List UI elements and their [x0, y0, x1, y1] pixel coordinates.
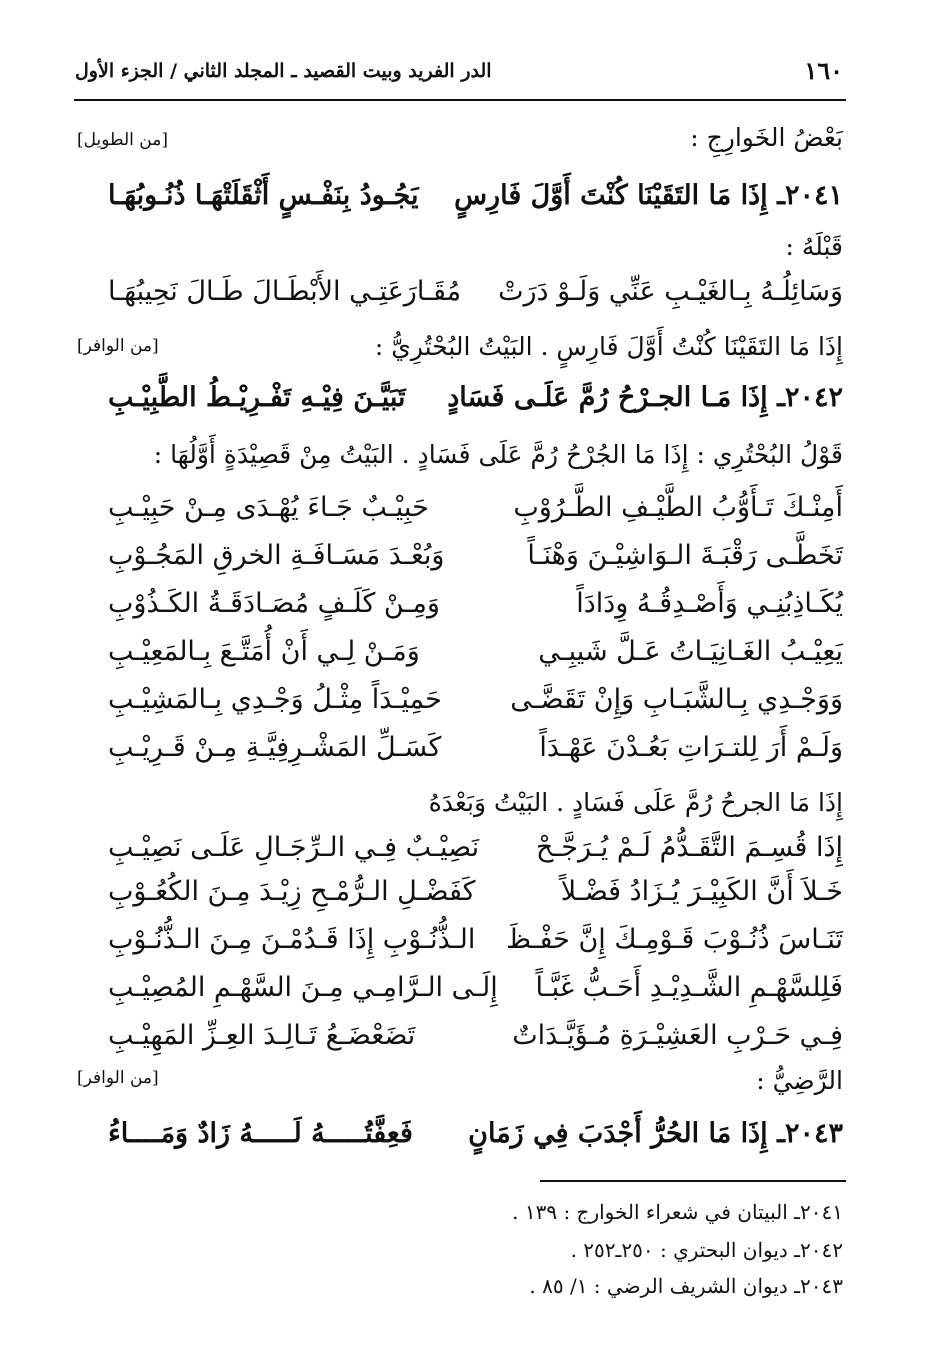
poem-verse-second-hemistich: إِلَـى الـرَّامِـي مِـنَ السَّهْـمِ المُصِيْـبِ: [108, 972, 498, 1003]
note-line-wabadahu: إِذَا مَا الجرحُ رُمَّ عَلَى فَسَادٍ . البَيْتُ وَبَعْدَهُ: [428, 788, 843, 817]
poem-verse-first-hemistich: فَلِلسَّهْـمِ الشَّـدِيْـدِ أَحَـبُّ غَبَّـاً: [535, 972, 843, 1003]
header-divider: [74, 99, 846, 101]
poem-verse-second-hemistich: حَمِيْـدَاً مِثْـلُ وَجْـدِي بِـالمَشِيْـبِ: [108, 684, 442, 715]
meter-label: [من الطويل]: [77, 130, 168, 150]
footnote-2042: ٢٠٤٢ـ ديوان البحتري : ٢٥٠ـ٢٥٢ .: [570, 1238, 843, 1262]
verse-2041-first-hemistich: ٢٠٤١ـ إِذَا مَا التَقَيْنَا كُنْتَ أَوَّلَ فَارِسٍ: [454, 180, 843, 211]
verse-2042-second-hemistich: تَبَيَّـنَ فِيْـهِ تَفْـرِيْـطُ الطَّبِيْـبِ: [108, 382, 406, 413]
poem-verse-first-hemistich: تَنَـاسَ ذُنُـوْبَ قَـوْمِـكَ إِنَّ حَفْـظَ: [505, 924, 843, 955]
poem-verse-first-hemistich: يَعِيْـبُ الغَـانِيَـاتُ عَـلَّ شَيبِـي: [538, 636, 843, 667]
footnote-2041: ٢٠٤١ـ البيتان في شعراء الخوارج : ١٣٩ .: [512, 1200, 843, 1224]
verse-2041-second-hemistich: يَجُـودُ بِنَفْـسٍ أَثْقَلَتْهَـا ذُنُـوبُهَـا: [108, 180, 419, 211]
poem-verse-first-hemistich: تَخَطَّـى رَقْبَـةَ الـوَاشِيْـنَ وَهْنَـاً: [527, 540, 843, 571]
poem-verse-first-hemistich: خَـلاَ أَنَّ الكَبِيْـرَ يُـزَادُ فَضْـلاً: [560, 876, 843, 907]
verse-2042-first-hemistich: ٢٠٤٢ـ إِذَا مَـا الجـرْحُ رُمَّ عَلَـى فَسَادٍ: [447, 382, 843, 413]
note-line-radi: الرَّضِيُّ :: [756, 1066, 843, 1095]
poem-verse-second-hemistich: تَضَعْضَـعُ تَـالِـدَ العِـزِّ المَهِيْـبِ: [108, 1020, 416, 1051]
verse-2043-first-hemistich: ٢٠٤٣ـ إِذَا مَا الحُرُّ أَجْدَبَ فِي زَمَانٍ: [468, 1118, 843, 1149]
poem-verse-second-hemistich: مُقَـارَعَتِـي الأَبْطَـالَ طَـالَ نَحِيبُهَـا: [108, 276, 462, 307]
poem-verse-second-hemistich: الـذُّنُـوْبِ إِذَا قَـدُمْـنَ مِـنَ الـذُّنُـوْبِ: [108, 924, 476, 955]
intro-line-khawarij: بَعْضُ الخَوارِجِ :: [690, 123, 843, 152]
note-line-qablahu: قَبْلَهُ :: [785, 232, 843, 261]
meter-label: [من الوافر]: [77, 336, 159, 356]
poem-verse-first-hemistich: فِـي حَـرْبِ العَشِيْـرَةِ مُـؤَيَّـدَاتٌ: [512, 1020, 843, 1051]
page-number: ١٦٠: [804, 56, 843, 85]
poem-verse-first-hemistich: إِذَا قُسِـمَ التَّقَـدُّمُ لَـمْ يُـرَجَّـحْ: [535, 832, 843, 863]
poem-verse-first-hemistich: أَمِنْـكَ تَـأَوُّبُ الطَّيْـفِ الطَّـرُوْبِ: [513, 492, 843, 523]
footnote-2043: ٢٠٤٣ـ ديوان الشريف الرضي : ١/ ٨٥ .: [529, 1274, 843, 1298]
running-header-title: الدر الفريد وبيت القصيد ـ المجلد الثاني / الجزء الأول: [75, 60, 492, 82]
meter-label: [من الوافر]: [77, 1068, 159, 1088]
footnote-divider: [540, 1180, 846, 1182]
poem-verse-second-hemistich: وَبُعْـدَ مَسَـافَـةِ الخرقِ المَجُـوْبِ: [108, 540, 445, 571]
poem-verse-first-hemistich: وَسَائِلُـهُ بِـالغَيْـبِ عَنِّي وَلَـوْ دَرَتْ: [498, 276, 843, 307]
poem-verse-second-hemistich: نَصِيْـبٌ فِـي الـرِّجَـالِ عَلَـى نَصِيْـبِ: [108, 832, 480, 863]
poem-verse-first-hemistich: وَلَـمْ أَرَ لِلتـرَاتِ بَعُـدْنَ عَهْـدَاً: [539, 732, 843, 763]
note-line-buhturi: إِذَا مَا التَقَيْنَا كُنْتُ أَوَّلَ فَارِسٍ . البَيْتُ البُحْتُرِيُّ :: [374, 332, 843, 361]
poem-verse-second-hemistich: كَسَـلِّ المَشْـرِفِيَّـةِ مِـنْ قَـرِيْـبِ: [108, 732, 442, 763]
poem-verse-second-hemistich: كَفَضْـلِ الـرُّمْـحِ زِيْـدَ مِـنَ الكُعُـوْبِ: [108, 876, 476, 907]
poem-verse-first-hemistich: يُكَـاذِبُنِـي وَأَصْـدِقُـهُ وِدَادَاً: [576, 588, 843, 619]
verse-2043-second-hemistich: فَعِفَّتُـــــهُ لَـــــهُ زَادٌ وَمَــــاءُ: [108, 1118, 413, 1149]
note-line-qawl-buhturi: قَوْلُ البُحْتُرِي : إِذَا مَا الجُرْحُ رُمَّ عَلَى فَسَادٍ . البَيْتُ مِنْ قَصِيْدَةٍ أَوَّلُهَا :: [153, 440, 843, 469]
poem-verse-second-hemistich: وَمِـنْ كَلَـفٍ مُصَـادَقَـةُ الكَـذُوْبِ: [108, 588, 440, 619]
poem-verse-second-hemistich: حَبِيْـبٌ جَـاءَ يُهْـدَى مِـنْ حَبِيْـبِ: [108, 492, 429, 523]
poem-verse-second-hemistich: وَمَـنْ لِـي أَنْ أُمَتَّـعَ بِـالمَعِيْـبِ: [108, 636, 420, 667]
poem-verse-first-hemistich: وَوَجْـدِي بِـالشَّبَـابِ وَإِنْ تَقَضَّـى: [510, 684, 843, 715]
